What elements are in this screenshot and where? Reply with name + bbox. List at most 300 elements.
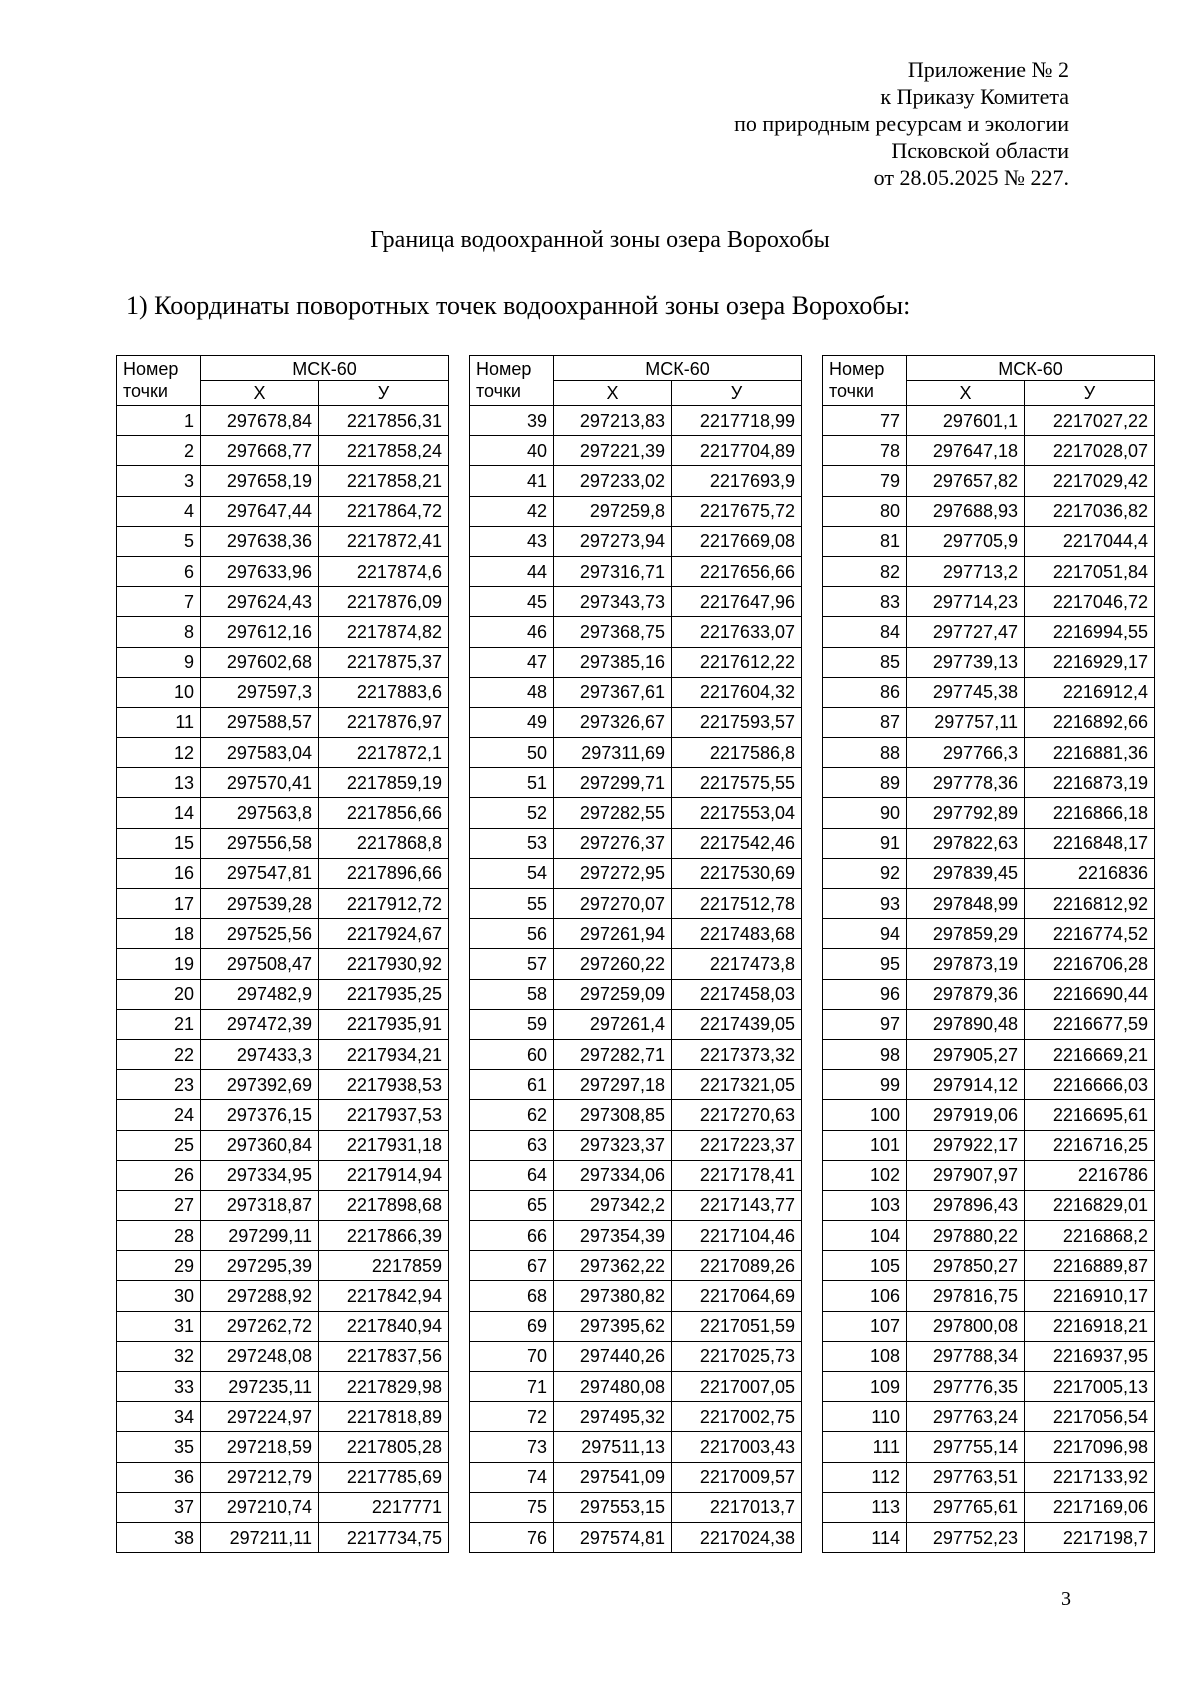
point-number-cell: 56: [470, 919, 554, 949]
table-row: [117, 1039, 449, 1069]
coordinates-table: [822, 355, 1155, 1553]
point-number-cell: 71: [470, 1372, 554, 1402]
x-coordinate-cell: 297705,9: [907, 526, 1025, 556]
table-row: [117, 1522, 449, 1552]
table-row: [470, 1432, 802, 1462]
table-row: [470, 919, 802, 949]
x-coordinate-cell: 297270,07: [554, 889, 672, 919]
point-number-cell: 87: [823, 707, 907, 737]
y-coordinate-cell: 2216669,21: [1025, 1039, 1155, 1069]
y-coordinate-cell: 2217785,69: [319, 1462, 449, 1492]
point-number-header: Номер точки: [117, 356, 201, 406]
table-row: [470, 858, 802, 888]
y-coordinate-cell: 2217898,68: [319, 1190, 449, 1220]
x-coordinate-cell: 297395,62: [554, 1311, 672, 1341]
point-number-cell: 43: [470, 526, 554, 556]
x-coordinate-cell: 297583,04: [201, 738, 319, 768]
x-coordinate-cell: 297880,22: [907, 1221, 1025, 1251]
point-number-cell: 111: [823, 1432, 907, 1462]
x-coordinate-cell: 297556,58: [201, 828, 319, 858]
y-coordinate-cell: 2217013,7: [672, 1492, 802, 1522]
y-coordinate-cell: 2217842,94: [319, 1281, 449, 1311]
table-row: [470, 1221, 802, 1251]
x-coordinate-cell: 297739,13: [907, 647, 1025, 677]
table-row: [823, 889, 1155, 919]
header-line: к Приказу Комитета: [880, 84, 1069, 109]
point-number-cell: 47: [470, 647, 554, 677]
y-coordinate-cell: 2217003,43: [672, 1432, 802, 1462]
table-row: [117, 1009, 449, 1039]
table-row: [470, 1522, 802, 1552]
point-number-cell: 94: [823, 919, 907, 949]
x-coordinate-cell: 297873,19: [907, 949, 1025, 979]
crs-header: МСК-60: [907, 356, 1155, 381]
point-number-cell: 9: [117, 647, 201, 677]
point-number-cell: 79: [823, 466, 907, 496]
y-coordinate-cell: 2216892,66: [1025, 707, 1155, 737]
y-coordinate-cell: 2217656,66: [672, 556, 802, 586]
appendix-header: [734, 56, 1069, 191]
table-row: [117, 949, 449, 979]
point-number-cell: 13: [117, 768, 201, 798]
table-row: [117, 919, 449, 949]
point-number-cell: 98: [823, 1039, 907, 1069]
point-number-cell: 95: [823, 949, 907, 979]
x-coordinate-cell: 297602,68: [201, 647, 319, 677]
x-coordinate-cell: 297380,82: [554, 1281, 672, 1311]
y-coordinate-cell: 2217818,89: [319, 1402, 449, 1432]
x-coordinate-cell: 297755,14: [907, 1432, 1025, 1462]
y-coordinate-cell: 2217036,82: [1025, 496, 1155, 526]
y-coordinate-cell: 2217051,84: [1025, 556, 1155, 586]
y-coordinate-cell: 2217024,38: [672, 1522, 802, 1552]
y-coordinate-cell: 2217771: [319, 1492, 449, 1522]
point-number-cell: 68: [470, 1281, 554, 1311]
point-number-cell: 106: [823, 1281, 907, 1311]
point-number-cell: 29: [117, 1251, 201, 1281]
x-coordinate-cell: 297778,36: [907, 768, 1025, 798]
x-coordinate-cell: 297757,11: [907, 707, 1025, 737]
table-row: [470, 1462, 802, 1492]
table-row: [117, 1492, 449, 1522]
y-coordinate-cell: 2217575,55: [672, 768, 802, 798]
y-coordinate-cell: 2217005,13: [1025, 1372, 1155, 1402]
table-row: [470, 798, 802, 828]
x-coordinate-cell: 297896,43: [907, 1190, 1025, 1220]
x-coordinate-cell: 297282,71: [554, 1039, 672, 1069]
table-row: [823, 707, 1155, 737]
x-coordinate-cell: 297905,27: [907, 1039, 1025, 1069]
x-coordinate-cell: 297727,47: [907, 617, 1025, 647]
table-row: [117, 979, 449, 1009]
point-number-cell: 24: [117, 1100, 201, 1130]
y-coordinate-cell: 2217089,26: [672, 1251, 802, 1281]
x-coordinate-cell: 297288,92: [201, 1281, 319, 1311]
x-coordinate-cell: 297745,38: [907, 677, 1025, 707]
x-coordinate-cell: 297299,11: [201, 1221, 319, 1251]
point-number-cell: 69: [470, 1311, 554, 1341]
x-coordinate-cell: 297678,84: [201, 406, 319, 436]
table-row: [823, 1039, 1155, 1069]
section-heading: 1) Координаты поворотных точек водоохранной зоны озера Ворохобы:: [126, 291, 911, 320]
x-coordinate-cell: 297354,39: [554, 1221, 672, 1251]
table-row: [470, 406, 802, 436]
y-coordinate-cell: 2217938,53: [319, 1070, 449, 1100]
point-number-cell: 42: [470, 496, 554, 526]
y-coordinate-cell: 2217028,07: [1025, 436, 1155, 466]
table-row: [117, 738, 449, 768]
x-coordinate-cell: 297914,12: [907, 1070, 1025, 1100]
y-coordinate-cell: 2217439,05: [672, 1009, 802, 1039]
y-coordinate-cell: 2217586,8: [672, 738, 802, 768]
y-coordinate-cell: 2217872,41: [319, 526, 449, 556]
x-coordinate-cell: 297360,84: [201, 1130, 319, 1160]
x-coordinate-cell: 297752,23: [907, 1522, 1025, 1552]
coordinates-table: [469, 355, 802, 1553]
x-coordinate-cell: 297433,3: [201, 1039, 319, 1069]
y-coordinate-cell: 2216836: [1025, 858, 1155, 888]
x-coordinate-cell: 297570,41: [201, 768, 319, 798]
header-line: Псковской области: [891, 138, 1069, 163]
table-row: [823, 526, 1155, 556]
table-row: [470, 1130, 802, 1160]
point-number-cell: 66: [470, 1221, 554, 1251]
point-number-cell: 11: [117, 707, 201, 737]
point-number-cell: 64: [470, 1160, 554, 1190]
table-row: [117, 587, 449, 617]
table-row: [117, 858, 449, 888]
x-coordinate-cell: 297213,83: [554, 406, 672, 436]
x-coordinate-cell: 297597,3: [201, 677, 319, 707]
x-coordinate-cell: 297525,56: [201, 919, 319, 949]
y-coordinate-cell: 2216706,28: [1025, 949, 1155, 979]
table-row: [470, 1190, 802, 1220]
y-coordinate-cell: 2216881,36: [1025, 738, 1155, 768]
y-coordinate-cell: 2217647,96: [672, 587, 802, 617]
y-coordinate-cell: 2217934,21: [319, 1039, 449, 1069]
y-coordinate-cell: 2216866,18: [1025, 798, 1155, 828]
x-coordinate-cell: 297713,2: [907, 556, 1025, 586]
point-number-cell: 54: [470, 858, 554, 888]
y-coordinate-cell: 2216889,87: [1025, 1251, 1155, 1281]
table-row: [470, 1311, 802, 1341]
y-coordinate-cell: 2217473,8: [672, 949, 802, 979]
x-coordinate-cell: 297547,81: [201, 858, 319, 888]
y-coordinate-cell: 2217935,25: [319, 979, 449, 1009]
y-coordinate-cell: 2216918,21: [1025, 1311, 1155, 1341]
x-coordinate-cell: 297508,47: [201, 949, 319, 979]
x-coordinate-cell: 297472,39: [201, 1009, 319, 1039]
point-number-cell: 86: [823, 677, 907, 707]
table-row: [823, 828, 1155, 858]
y-coordinate-cell: 2217056,54: [1025, 1402, 1155, 1432]
x-coordinate-cell: 297276,37: [554, 828, 672, 858]
point-number-cell: 93: [823, 889, 907, 919]
x-coordinate-cell: 297334,06: [554, 1160, 672, 1190]
y-coordinate-cell: 2216690,44: [1025, 979, 1155, 1009]
point-number-cell: 23: [117, 1070, 201, 1100]
table-row: [117, 1311, 449, 1341]
y-coordinate-cell: 2217675,72: [672, 496, 802, 526]
table-row: [823, 677, 1155, 707]
point-number-cell: 25: [117, 1130, 201, 1160]
table-row: [823, 738, 1155, 768]
table-row: [117, 1190, 449, 1220]
table-row: [470, 466, 802, 496]
x-coordinate-cell: 297563,8: [201, 798, 319, 828]
table-row: [823, 436, 1155, 466]
table-row: [117, 1221, 449, 1251]
table-row: [470, 526, 802, 556]
point-number-cell: 107: [823, 1311, 907, 1341]
x-coordinate-cell: 297362,22: [554, 1251, 672, 1281]
table-row: [117, 1341, 449, 1371]
table-row: [117, 1160, 449, 1190]
table-row: [117, 617, 449, 647]
x-coordinate-cell: 297248,08: [201, 1341, 319, 1371]
x-coordinate-cell: 297326,67: [554, 707, 672, 737]
x-coordinate-cell: 297221,39: [554, 436, 672, 466]
x-coordinate-cell: 297376,15: [201, 1100, 319, 1130]
x-coordinate-cell: 297822,63: [907, 828, 1025, 858]
table-row: [823, 1130, 1155, 1160]
table-row: [470, 768, 802, 798]
table-row: [823, 979, 1155, 1009]
table-body: [470, 406, 802, 1553]
table-row: [470, 1372, 802, 1402]
point-number-cell: 36: [117, 1462, 201, 1492]
table-row: [117, 526, 449, 556]
x-coordinate-cell: 297211,11: [201, 1522, 319, 1552]
x-coordinate-cell: 297440,26: [554, 1341, 672, 1371]
y-coordinate-cell: 2216774,52: [1025, 919, 1155, 949]
x-coordinate-cell: 297342,2: [554, 1190, 672, 1220]
point-number-cell: 17: [117, 889, 201, 919]
point-number-cell: 48: [470, 677, 554, 707]
point-number-cell: 57: [470, 949, 554, 979]
y-coordinate-cell: 2217593,57: [672, 707, 802, 737]
x-coordinate-cell: 297763,51: [907, 1462, 1025, 1492]
point-number-cell: 76: [470, 1522, 554, 1552]
y-coordinate-cell: 2216912,4: [1025, 677, 1155, 707]
y-coordinate-cell: 2216786: [1025, 1160, 1155, 1190]
x-coordinate-cell: 297714,23: [907, 587, 1025, 617]
x-coordinate-cell: 297262,72: [201, 1311, 319, 1341]
y-coordinate-cell: 2217633,07: [672, 617, 802, 647]
y-coordinate-cell: 2217612,22: [672, 647, 802, 677]
y-coordinate-cell: 2217858,21: [319, 466, 449, 496]
point-number-cell: 28: [117, 1221, 201, 1251]
table-row: [470, 436, 802, 466]
x-coordinate-cell: 297919,06: [907, 1100, 1025, 1130]
table-row: [823, 556, 1155, 586]
x-coordinate-cell: 297343,73: [554, 587, 672, 617]
point-number-cell: 81: [823, 526, 907, 556]
point-number-cell: 39: [470, 406, 554, 436]
x-coordinate-cell: 297658,19: [201, 466, 319, 496]
table-row: [823, 1009, 1155, 1039]
x-coordinate-cell: 297272,95: [554, 858, 672, 888]
y-coordinate-cell: 2217859,19: [319, 768, 449, 798]
point-number-cell: 53: [470, 828, 554, 858]
x-coordinate-cell: 297553,15: [554, 1492, 672, 1522]
x-header: Х: [554, 381, 672, 406]
x-coordinate-cell: 297235,11: [201, 1372, 319, 1402]
table-row: [470, 1492, 802, 1522]
point-number-cell: 61: [470, 1070, 554, 1100]
y-coordinate-cell: 2216868,2: [1025, 1221, 1155, 1251]
x-coordinate-cell: 297482,9: [201, 979, 319, 1009]
point-number-cell: 85: [823, 647, 907, 677]
y-coordinate-cell: 2216929,17: [1025, 647, 1155, 677]
point-number-cell: 30: [117, 1281, 201, 1311]
table-row: [823, 1492, 1155, 1522]
y-coordinate-cell: 2216873,19: [1025, 768, 1155, 798]
y-coordinate-cell: 2217270,63: [672, 1100, 802, 1130]
x-coordinate-cell: 297788,34: [907, 1341, 1025, 1371]
x-coordinate-cell: 297850,27: [907, 1251, 1025, 1281]
point-number-cell: 26: [117, 1160, 201, 1190]
point-number-cell: 101: [823, 1130, 907, 1160]
y-coordinate-cell: 2217866,39: [319, 1221, 449, 1251]
table-row: [117, 768, 449, 798]
y-coordinate-cell: 2217198,7: [1025, 1522, 1155, 1552]
y-coordinate-cell: 2217875,37: [319, 647, 449, 677]
table-row: [470, 707, 802, 737]
point-number-cell: 50: [470, 738, 554, 768]
point-number-cell: 5: [117, 526, 201, 556]
header-line: по природным ресурсам и экологии: [734, 111, 1069, 136]
table-row: [117, 1100, 449, 1130]
point-number-cell: 27: [117, 1190, 201, 1220]
table-row: [117, 1251, 449, 1281]
point-number-cell: 72: [470, 1402, 554, 1432]
x-coordinate-cell: 297259,8: [554, 496, 672, 526]
y-coordinate-cell: 2217029,42: [1025, 466, 1155, 496]
y-coordinate-cell: 2217604,32: [672, 677, 802, 707]
x-coordinate-cell: 297800,08: [907, 1311, 1025, 1341]
x-coordinate-cell: 297282,55: [554, 798, 672, 828]
point-number-cell: 2: [117, 436, 201, 466]
x-coordinate-cell: 297210,74: [201, 1492, 319, 1522]
x-coordinate-cell: 297273,94: [554, 526, 672, 556]
y-coordinate-cell: 2217914,94: [319, 1160, 449, 1190]
point-number-cell: 108: [823, 1341, 907, 1371]
x-coordinate-cell: 297311,69: [554, 738, 672, 768]
x-coordinate-cell: 297647,44: [201, 496, 319, 526]
y-coordinate-cell: 2217931,18: [319, 1130, 449, 1160]
x-coordinate-cell: 297480,08: [554, 1372, 672, 1402]
y-coordinate-cell: 2217553,04: [672, 798, 802, 828]
table-row: [117, 1281, 449, 1311]
point-number-header: Номер точки: [470, 356, 554, 406]
point-number-cell: 31: [117, 1311, 201, 1341]
x-coordinate-cell: 297766,3: [907, 738, 1025, 768]
point-number-cell: 20: [117, 979, 201, 1009]
y-coordinate-cell: 2217096,98: [1025, 1432, 1155, 1462]
point-number-cell: 104: [823, 1221, 907, 1251]
table-row: [823, 949, 1155, 979]
point-number-cell: 45: [470, 587, 554, 617]
crs-header: МСК-60: [201, 356, 449, 381]
table-row: [470, 556, 802, 586]
point-number-cell: 44: [470, 556, 554, 586]
x-coordinate-cell: 297792,89: [907, 798, 1025, 828]
table-row: [823, 1402, 1155, 1432]
y-coordinate-cell: 2217027,22: [1025, 406, 1155, 436]
y-coordinate-cell: 2216848,17: [1025, 828, 1155, 858]
y-coordinate-cell: 2217935,91: [319, 1009, 449, 1039]
table-row: [117, 1070, 449, 1100]
point-number-cell: 38: [117, 1522, 201, 1552]
table-row: [823, 1311, 1155, 1341]
y-header: У: [1025, 381, 1155, 406]
table-row: [470, 587, 802, 617]
y-coordinate-cell: 2217864,72: [319, 496, 449, 526]
y-header: У: [319, 381, 449, 406]
x-coordinate-cell: 297647,18: [907, 436, 1025, 466]
table-row: [117, 889, 449, 919]
point-number-cell: 77: [823, 406, 907, 436]
table-row: [470, 1281, 802, 1311]
table-row: [470, 1160, 802, 1190]
table-row: [117, 828, 449, 858]
page-number: 3: [1061, 1588, 1071, 1610]
x-coordinate-cell: 297212,79: [201, 1462, 319, 1492]
table-row: [823, 1221, 1155, 1251]
table-row: [470, 738, 802, 768]
y-coordinate-cell: 2217912,72: [319, 889, 449, 919]
x-coordinate-cell: 297688,93: [907, 496, 1025, 526]
table-row: [470, 677, 802, 707]
crs-header: МСК-60: [554, 356, 802, 381]
y-coordinate-cell: 2217223,37: [672, 1130, 802, 1160]
x-coordinate-cell: 297668,77: [201, 436, 319, 466]
point-number-cell: 83: [823, 587, 907, 617]
table-row: [470, 889, 802, 919]
point-number-cell: 97: [823, 1009, 907, 1039]
x-coordinate-cell: 297318,87: [201, 1190, 319, 1220]
y-coordinate-cell: 2217104,46: [672, 1221, 802, 1251]
x-coordinate-cell: 297316,71: [554, 556, 672, 586]
y-coordinate-cell: 2217829,98: [319, 1372, 449, 1402]
point-number-cell: 91: [823, 828, 907, 858]
y-coordinate-cell: 2217064,69: [672, 1281, 802, 1311]
y-coordinate-cell: 2217483,68: [672, 919, 802, 949]
table-row: [470, 949, 802, 979]
table-row: [823, 1070, 1155, 1100]
table-row: [470, 1039, 802, 1069]
table-row: [117, 1432, 449, 1462]
y-coordinate-cell: 2216937,95: [1025, 1341, 1155, 1371]
x-coordinate-cell: 297323,37: [554, 1130, 672, 1160]
table-row: [117, 496, 449, 526]
point-number-cell: 22: [117, 1039, 201, 1069]
x-coordinate-cell: 297368,75: [554, 617, 672, 647]
point-number-cell: 65: [470, 1190, 554, 1220]
x-coordinate-cell: 297763,24: [907, 1402, 1025, 1432]
x-coordinate-cell: 297907,97: [907, 1160, 1025, 1190]
x-coordinate-cell: 297367,61: [554, 677, 672, 707]
header-line: Приложение № 2: [907, 57, 1069, 82]
table-row: [823, 1190, 1155, 1220]
y-coordinate-cell: 2217876,97: [319, 707, 449, 737]
y-coordinate-cell: 2217051,59: [672, 1311, 802, 1341]
point-number-cell: 4: [117, 496, 201, 526]
x-coordinate-cell: 297260,22: [554, 949, 672, 979]
y-coordinate-cell: 2217883,6: [319, 677, 449, 707]
table-row: [823, 1432, 1155, 1462]
